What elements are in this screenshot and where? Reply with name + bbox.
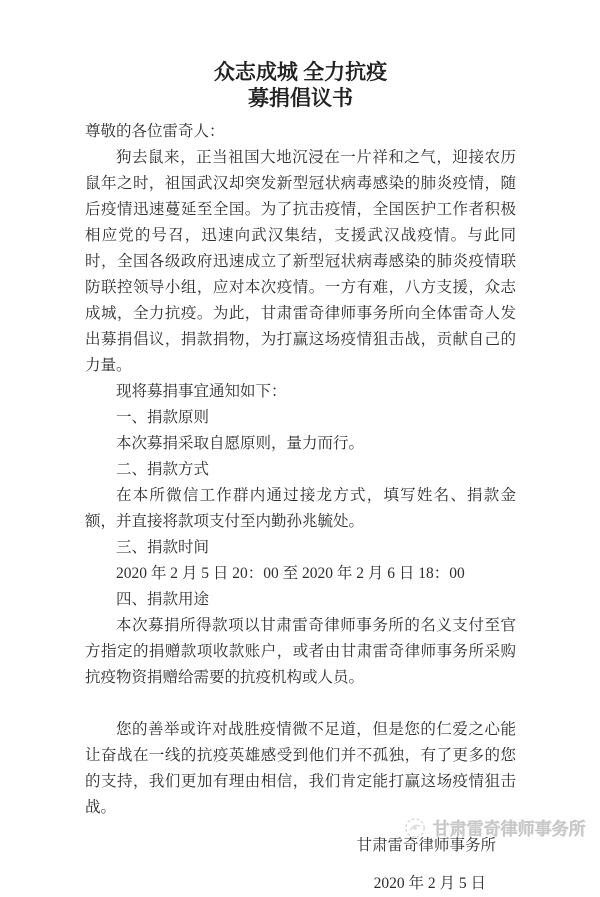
heading-donation-usage: 四、捐款用途 — [116, 591, 210, 609]
date-line: 2020 年 2 月 5 日 — [373, 875, 486, 893]
heading-donation-method: 二、捐款方式 — [116, 461, 210, 479]
heading-donation-time: 三、捐款时间 — [116, 539, 210, 557]
watermark — [404, 815, 586, 840]
paragraph-notice-lead: 现将募捐事宜通知如下： — [116, 383, 287, 401]
signature: 甘肃雷奇律师事务所 — [356, 837, 496, 855]
title-line-1: 众志成城 全力抗疫 — [213, 60, 388, 84]
salutation: 尊敬的各位雷奇人： — [85, 123, 225, 141]
seal-logo-icon — [404, 817, 426, 839]
document-title — [85, 60, 516, 111]
paragraph-donation-method: 在本所微信工作群内通过接龙方式，填写姓名、捐款金额，并直接将款项支付至内勤孙兆毓处。 — [85, 487, 516, 531]
paragraph-intro: 狗去鼠来，正当祖国大地沉浸在一片祥和之气，迎接农历鼠年之时，祖国武汉却突发新型冠状病毒感染的肺炎疫情，随后疫情迅速蔓延至全国。为了抗击疫情，全国医护工作者积极相应党的号召，迅速向武汉集结，支援武汉战疫情。与此同时，全国各级政府迅速成立了新型冠状病毒感染的肺炎疫情联防联控领导小组，应对本次疫情。一方有难，八方支援，众志成城，全力抗疫。为此，甘肃雷奇律师事务所向全体雷奇人发出募捐倡议，捐款捐物，为打赢这场疫情狙击战，贡献自己的力量。 — [85, 149, 516, 375]
paragraph-donation-principle: 本次募捐采取自愿原则，量力而行。 — [116, 435, 365, 453]
title-line-2: 募捐倡议书 — [248, 85, 353, 110]
paragraph-donation-usage: 本次募捐所得款项以甘肃雷奇律师事务所的名义支付至官方指定的捐赠款项收款账户，或者由甘肃雷奇律师事务所采购抗疫物资捐赠给需要的抗疫机构或人员。 — [85, 617, 516, 687]
watermark-label: 甘肃雷奇律师事务所 — [433, 820, 586, 839]
heading-donation-principle: 一、捐款原则 — [116, 409, 210, 427]
paragraph-closing: 您的善举或许对战胜疫情微不足道，但是您的仁爱之心能让奋战在一线的抗疫英雄感受到他们并不孤独，有了更多的您的支持，我们更加有理由相信，我们肯定能打赢这场疫情狙击战。 — [85, 721, 516, 817]
paragraph-donation-time: 2020 年 2 月 5 日 20：00 至 2020 年 2 月 6 日 18：00 — [116, 565, 465, 583]
